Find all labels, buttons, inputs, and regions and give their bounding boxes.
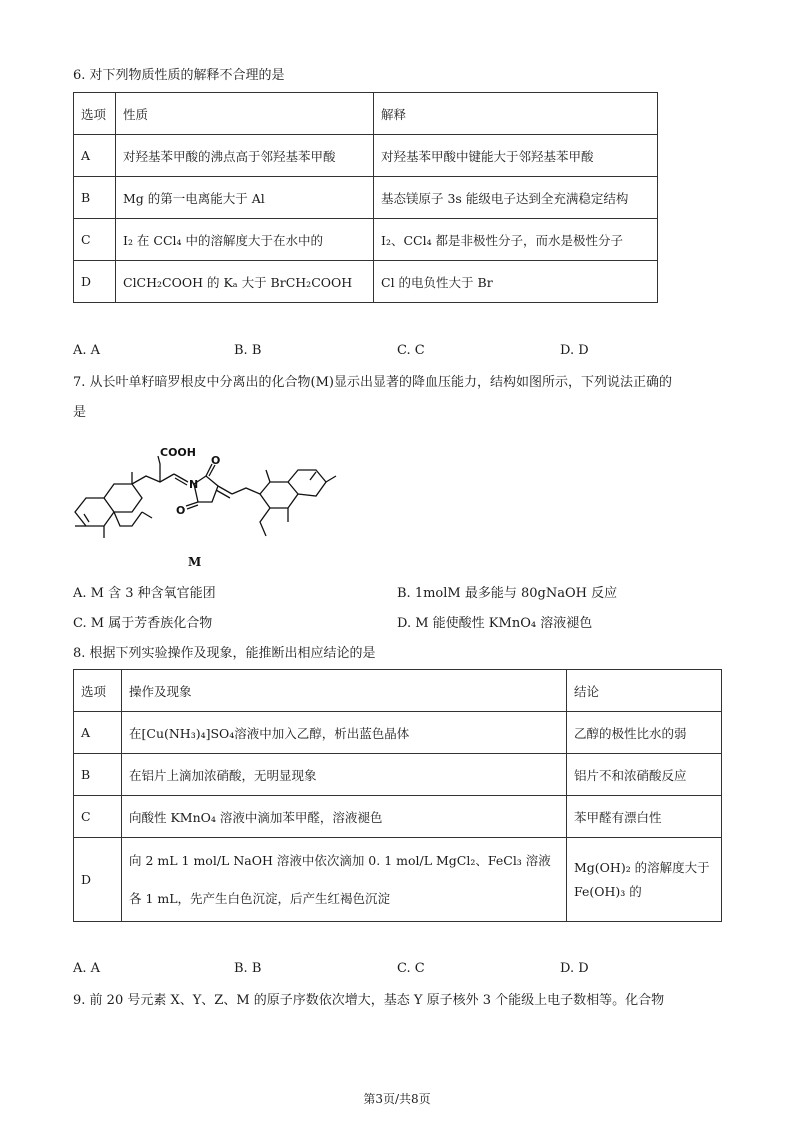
q8-row-a [74, 712, 722, 754]
q6-choices [73, 343, 673, 363]
q6-header-explanation: 解释 [374, 93, 658, 135]
q7-choices-row1 [73, 582, 673, 602]
molecule-m-structure [70, 442, 340, 572]
q6-header-row [74, 93, 658, 135]
q6-row-explanation: 基态镁原子 3s 能级电子达到全充满稳定结构 [374, 177, 658, 219]
q8-header-option: 选项 [74, 670, 122, 712]
q8-row-option: C [74, 796, 122, 838]
q7-choice-b[interactable]: B. 1molM 最多能与 80gNaOH 反应 [397, 586, 618, 601]
cooh-label: COOH [160, 446, 196, 459]
nitrogen-label: N [189, 478, 199, 491]
q6-stem: 6. 对下列物质性质的解释不合理的是 [73, 68, 285, 83]
q8-row-operation: 向酸性 KMnO₄ 溶液中滴加苯甲醛，溶液褪色 [122, 796, 567, 838]
q6-row-c [74, 219, 658, 261]
q6-choice-a[interactable]: A. A [73, 343, 101, 358]
q6-header-property: 性质 [116, 93, 374, 135]
q8-row-operation: 在铝片上滴加浓硝酸，无明显现象 [122, 754, 567, 796]
q8-row-conclusion: 铝片不和浓硝酸反应 [567, 754, 722, 796]
q6-row-explanation: I₂、CCl₄ 都是非极性分子，而水是极性分子 [374, 219, 658, 261]
q8-choices [73, 961, 673, 981]
q8-row-b [74, 754, 722, 796]
q6-row-option: B [74, 177, 116, 219]
q6-row-explanation: Cl 的电负性大于 Br [374, 261, 658, 303]
page-number: 第3页/共8页 [363, 1092, 431, 1106]
q6-row-explanation: 对羟基苯甲酸中键能大于邻羟基苯甲酸 [374, 135, 658, 177]
q8-choice-a[interactable]: A. A [73, 961, 101, 976]
q8-choice-c[interactable]: C. C [397, 961, 425, 976]
q8-row-operation: 在[Cu(NH₃)₄]SO₄溶液中加入乙醇，析出蓝色晶体 [122, 712, 567, 754]
q7-stem-line1: 7. 从长叶单籽暗罗根皮中分离出的化合物(M)显示出显著的降血压能力，结构如图所示，下列说法正确的 [73, 375, 672, 390]
q6-row-property: Mg 的第一电离能大于 Al [116, 177, 374, 219]
q6-row-property: I₂ 在 CCl₄ 中的溶解度大于在水中的 [116, 219, 374, 261]
q7-choice-d[interactable]: D. M 能使酸性 KMnO₄ 溶液褪色 [397, 616, 593, 631]
q8-row-conclusion [567, 838, 722, 922]
q8-row-operation [122, 838, 567, 922]
q8-row-conclusion: 苯甲醛有漂白性 [567, 796, 722, 838]
oxygen-left-label: O [176, 504, 186, 517]
q8-stem: 8. 根据下列实验操作及现象，能推断出相应结论的是 [73, 646, 376, 661]
q6-row-b [74, 177, 658, 219]
q8-row-d-operation-line2: 各 1 mL，先产生白色沉淀，后产生红褐色沉淀 [129, 890, 391, 906]
q7-choice-c[interactable]: C. M 属于芳香族化合物 [73, 616, 213, 631]
q6-choice-b[interactable]: B. B [234, 343, 262, 358]
q8-row-d-conclusion-line1: Mg(OH)₂ 的溶解度大于 [574, 859, 710, 875]
q7-choices-row2 [73, 612, 673, 632]
q6-row-d [74, 261, 658, 303]
q6-row-option: D [74, 261, 116, 303]
q6-choice-d[interactable]: D. D [560, 343, 589, 358]
q6-table [73, 92, 658, 303]
q8-table [73, 669, 722, 922]
q8-row-c [74, 796, 722, 838]
q8-choice-d[interactable]: D. D [560, 961, 589, 976]
q6-row-option: A [74, 135, 116, 177]
q8-header-conclusion: 结论 [567, 670, 722, 712]
q6-row-option: C [74, 219, 116, 261]
q8-row-conclusion: 乙醇的极性比水的弱 [567, 712, 722, 754]
q8-row-d-operation-line1: 向 2 mL 1 mol/L NaOH 溶液中依次滴加 0. 1 mol/L MgCl₂、FeCl₃ 溶液 [129, 852, 551, 868]
q8-row-option: B [74, 754, 122, 796]
oxygen-top-label: O [211, 454, 221, 467]
q6-row-a [74, 135, 658, 177]
q8-row-d [74, 838, 722, 922]
q6-row-property: 对羟基苯甲酸的沸点高于邻羟基苯甲酸 [116, 135, 374, 177]
q7-choice-a[interactable]: A. M 含 3 种含氧官能团 [73, 586, 216, 601]
q8-row-option: D [74, 838, 122, 922]
q6-choice-c[interactable]: C. C [397, 343, 425, 358]
molecule-label-m: M [188, 555, 202, 569]
q8-row-option: A [74, 712, 122, 754]
q6-row-property: ClCH₂COOH 的 Kₐ 大于 BrCH₂COOH [116, 261, 374, 303]
q7-stem-line2: 是 [73, 405, 87, 420]
q8-header-row [74, 670, 722, 712]
q8-row-d-conclusion-line2: Fe(OH)₃ 的 [574, 883, 642, 899]
q8-header-operation: 操作及现象 [122, 670, 567, 712]
q9-stem: 9. 前 20 号元素 X、Y、Z、M 的原子序数依次增大，基态 Y 原子核外 3 个能级上电子数相等。化合物 [73, 993, 665, 1008]
q8-choice-b[interactable]: B. B [234, 961, 262, 976]
q6-header-option: 选项 [74, 93, 116, 135]
